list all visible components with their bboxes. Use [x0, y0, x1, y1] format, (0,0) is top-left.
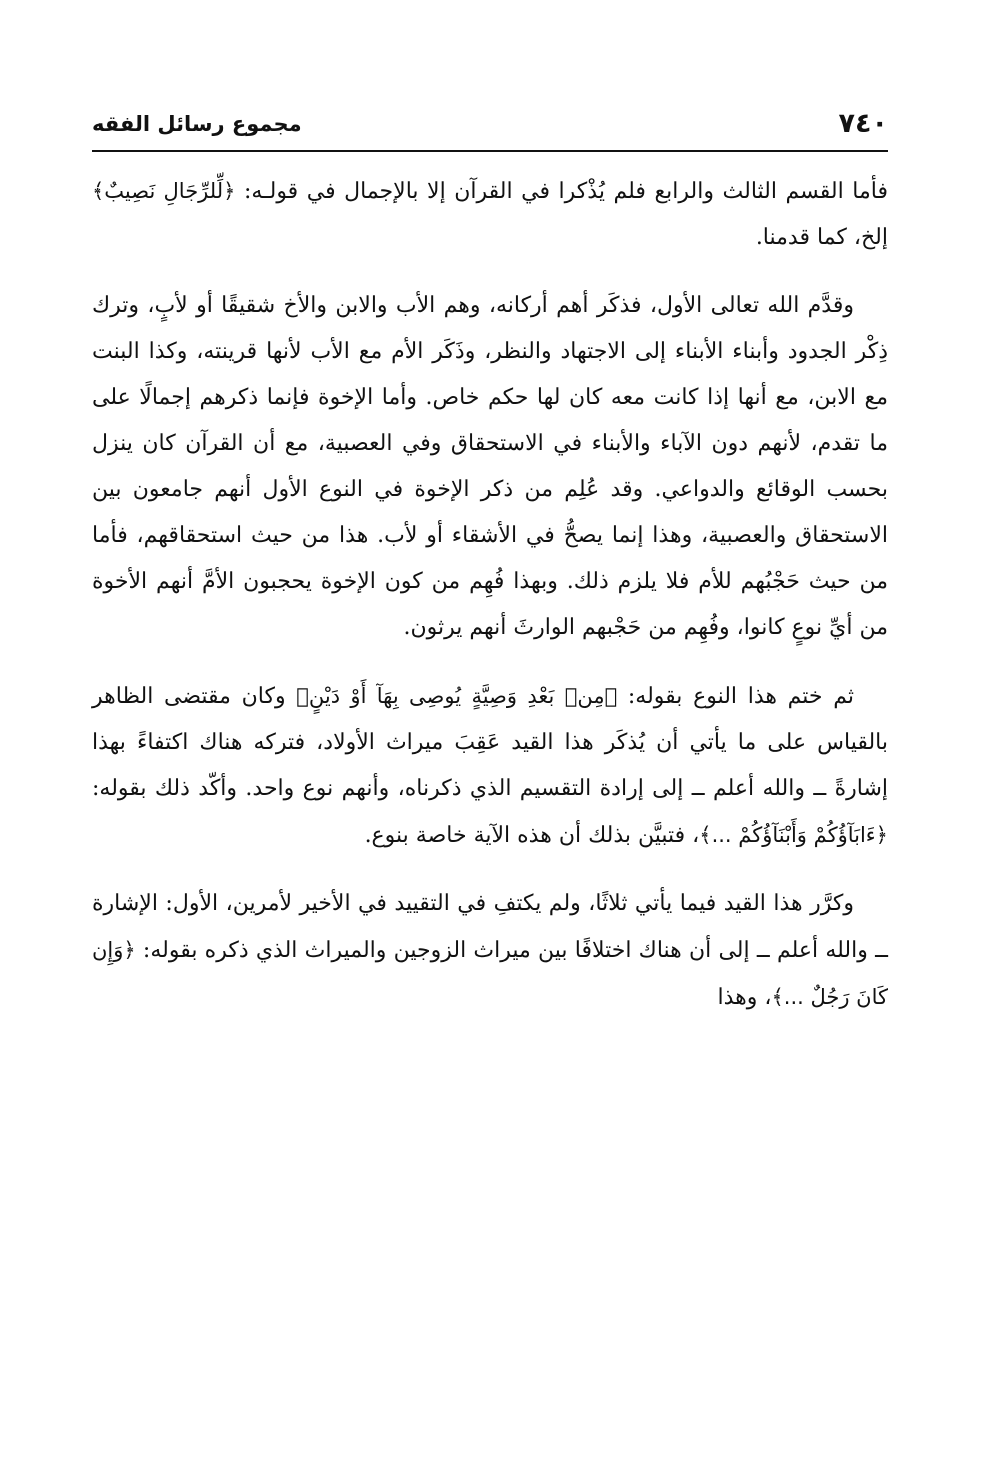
body-text: [92, 168, 888, 1021]
paragraph-1: [92, 168, 888, 261]
header-rule: [92, 150, 888, 152]
paragraph-text: ، فتبيَّن بذلك أن هذه الآية خاصة بنوع.: [364, 823, 700, 848]
paragraph-text: ثم ختم هذا النوع بقوله:: [617, 684, 854, 709]
page-header: [92, 108, 888, 148]
paragraph-text: وكرَّر هذا القيد فيما يأتي ثلاثًا، ولم يكتفِ في التقييد في الأخير لأمرين، الأول: الإشارة ــ والله أعلم ــ إلى أن هناك اختلافًا بين ميراث الزوجين والميراث الذي ذكره بقوله:: [92, 891, 888, 963]
paragraph-3: [92, 673, 888, 859]
quran-verse: ﴿ءَابَآؤُكُمْ وَأَبْنَآؤُكُمْ ...﴾: [699, 823, 888, 847]
paragraph-text: فأما القسم الثالث والرابع فلم يُذْكرا في القرآن إلا بالإجمال في قولـه:: [235, 179, 888, 204]
paragraph-text: ، وهذا: [717, 985, 772, 1010]
quran-verse: ﴿وَإِن كَانَ رَجُلٌ ...﴾: [92, 938, 888, 1009]
paragraph-text: إلخ، كما قدمنا.: [755, 225, 888, 250]
running-title: مجموع رسائل الفقه: [92, 112, 302, 136]
paragraph-text: وقدَّم الله تعالى الأول، فذكَر أهم أركانه، وهم الأب والابن والأخ شقيقًا أو لأبٍ، وترك ذِكْر الجدود وأبناء الأبناء إلى الاجتهاد والنظر، وذَكَر الأم مع الأب لأنها قرينته، وكذا البنت مع الابن، مع أنها إذا كانت معه كان لها حكم خاص. وأما الإخوة فإنما ذكرهم إجمالًا على ما تقدم، لأنهم دون الآباء والأبناء في الاستحقاق وفي العصبية، مع أن القرآن كان ينزل بحسب الوقائع والدواعي. وقد عُلِم من ذكر الإخوة في النوع الأول أنهم جامعون بين الاستحقاق والعصبية، وهذا إنما يصحُّ في الأشقاء أو لأب. هذا من حيث استحقاقهم، فأما من حيث حَجْبُهم للأم فلا يلزم ذلك. وبهذا فُهِم من كون الإخوة يحجبون الأمَّ أنهم الأخوة من أيِّ نوعٍ كانوا، وفُهِم من حَجْبهم الوارثَ أنهم يرثون.: [92, 293, 888, 640]
paragraph-4: [92, 881, 888, 1021]
paragraph-2: [92, 283, 888, 651]
quran-verse: ﴿مِنۢ بَعْدِ وَصِيَّةٍ يُوصِى بِهَآ أَوْ دَيْنٍ﴾: [296, 684, 618, 708]
paragraph-text: وكان مقتضى الظاهر بالقياس على ما يأتي أن يُذكَر هذا القيد عَقِبَ ميراث الأولاد، فتركه هناك اكتفاءً بهذا إشارةً ــ والله أعلم ــ إلى إرادة التقسيم الذي ذكرناه، وأنهم نوع واحد. وأكّد ذلك بقوله:: [92, 684, 888, 801]
page-number: ٧٤٠: [838, 108, 888, 139]
quran-verse: ﴿لِّلرِّجَالِ نَصِيبٌ﴾: [92, 179, 236, 203]
